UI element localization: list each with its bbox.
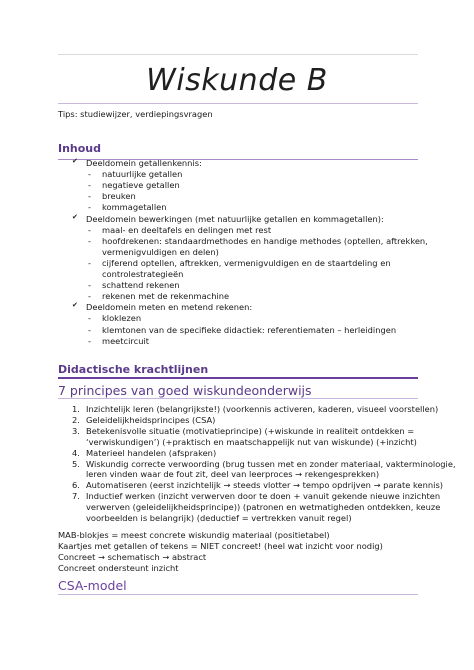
principles-rule xyxy=(58,398,418,399)
dash-bullet: - xyxy=(88,280,91,291)
domain-item: klemtonen van de specifieke didactiek: referentiematen – herleidingen xyxy=(102,324,397,335)
principle-text: ‘verwiskundigen’) (+praktisch en maatschappelijk nut van wiskunde) (+inzicht) xyxy=(86,436,417,447)
dash-bullet: - xyxy=(88,313,91,324)
domain-item: rekenen met de rekenmachine xyxy=(102,291,230,302)
note-line: Kaartjes met getallen of tekens = NIET concreet! (heel wat inzicht voor nodig) xyxy=(58,541,383,552)
dash-bullet: - xyxy=(88,224,91,235)
top-rule xyxy=(58,54,418,55)
krachtlijnen-heading: Didactische krachtlijnen xyxy=(58,363,209,376)
note-line: Concreet ondersteunt inzicht xyxy=(58,563,179,574)
domain-item: controlestrategieën xyxy=(102,269,184,279)
principle-number: 6. xyxy=(72,480,80,491)
document-subtitle: Tips: studiewijzer, verdiepingsvragen xyxy=(58,109,213,119)
dash-bullet: - xyxy=(88,324,91,335)
title-rule xyxy=(58,103,418,104)
inhoud-heading: Inhoud xyxy=(58,142,102,155)
principle-number: 5. xyxy=(72,458,80,469)
domain-item: maal- en deeltafels en delingen met rest xyxy=(102,224,272,235)
principle-number: 1. xyxy=(72,404,80,414)
principle-text: leren vinden waar de fout zit, deel van leerproces → rekengesprekken) xyxy=(86,469,380,480)
domain-item: vermenigvuldigen en delen) xyxy=(102,246,219,257)
principle-number: 3. xyxy=(72,425,80,436)
domain-item: kommagetallen xyxy=(102,202,167,213)
domain-item: negatieve getallen xyxy=(102,180,180,191)
principle-text: Wiskundig correcte verwoording (brug tussen met en zonder materiaal, vakterminologie, xyxy=(86,458,456,469)
domain-label: Deeldomein meten en metend rekenen: xyxy=(86,302,253,313)
principle-text: Automatiseren (eerst inzichtelijk → steeds vlotter → tempo opdrijven → parate kennis) xyxy=(86,480,444,491)
dash-bullet: - xyxy=(88,202,91,213)
dash-bullet: - xyxy=(88,235,91,246)
dash-bullet: - xyxy=(88,257,91,268)
domain-item: kloklezen xyxy=(102,313,142,324)
dash-bullet: - xyxy=(88,291,91,302)
dash-bullet: - xyxy=(88,169,91,180)
principle-number: 7. xyxy=(72,491,80,502)
principle-text: verwerven (geleidelijkheidsprincipe)) (patronen en wetmatigheden ontdekken, keuze xyxy=(86,502,441,513)
dash-bullet: - xyxy=(88,191,91,202)
domain-item: natuurlijke getallen xyxy=(102,169,183,180)
domain-item: hoofdrekenen: standaardmethodes en handige methodes (optellen, aftrekken, xyxy=(102,235,428,246)
csa-rule xyxy=(58,594,418,595)
principle-number: 4. xyxy=(72,447,80,458)
csa-heading: CSA-model xyxy=(58,578,127,593)
note-line: MAB-blokjes = meest concrete wiskundig materiaal (positietabel) xyxy=(58,530,330,540)
principle-text: Geleidelijkheidsprincipes (CSA) xyxy=(86,414,216,425)
domain-item: breuken xyxy=(102,191,136,202)
checkmark-bullet-icon: ✔︎ xyxy=(72,157,78,165)
principle-text: Inductief werken (inzicht verwerven door te doen + vanuit gekende nieuwe inzichten xyxy=(86,491,441,502)
domain-label: Deeldomein getallenkennis: xyxy=(86,158,202,168)
dash-bullet: - xyxy=(88,180,91,191)
domain-item: schattend rekenen xyxy=(102,280,180,291)
domain-item: meetcircuit xyxy=(102,335,150,346)
note-line: Concreet → schematisch → abstract xyxy=(58,552,207,563)
principle-text: Betekenisvolle situatie (motivatieprincipe) (+wiskunde in realiteit ontdekken = xyxy=(86,425,415,436)
principle-text: voorbeelden is belangrijk) (deductief = vertrekken vanuit regel) xyxy=(86,513,352,523)
principle-text: Inzichtelijk leren (belangrijkste!) (voorkennis activeren, kaderen, visueel voorstellen) xyxy=(86,404,439,414)
domain-label: Deeldomein bewerkingen (met natuurlijke getallen en kommagetallen): xyxy=(86,213,384,224)
dash-bullet: - xyxy=(88,335,91,346)
principle-text: Materieel handelen (afspraken) xyxy=(86,447,217,458)
checkmark-bullet-icon: ✔︎ xyxy=(72,301,78,310)
krachtlijnen-rule xyxy=(58,377,418,379)
domain-item: cijferend optellen, aftrekken, vermenigvuldigen en de staartdeling en xyxy=(102,257,391,268)
checkmark-bullet-icon: ✔︎ xyxy=(72,212,78,221)
document-title: Wiskunde B xyxy=(146,63,328,98)
principles-subheading: 7 principes van goed wiskundeonderwijs xyxy=(58,383,312,398)
principle-number: 2. xyxy=(72,414,80,425)
